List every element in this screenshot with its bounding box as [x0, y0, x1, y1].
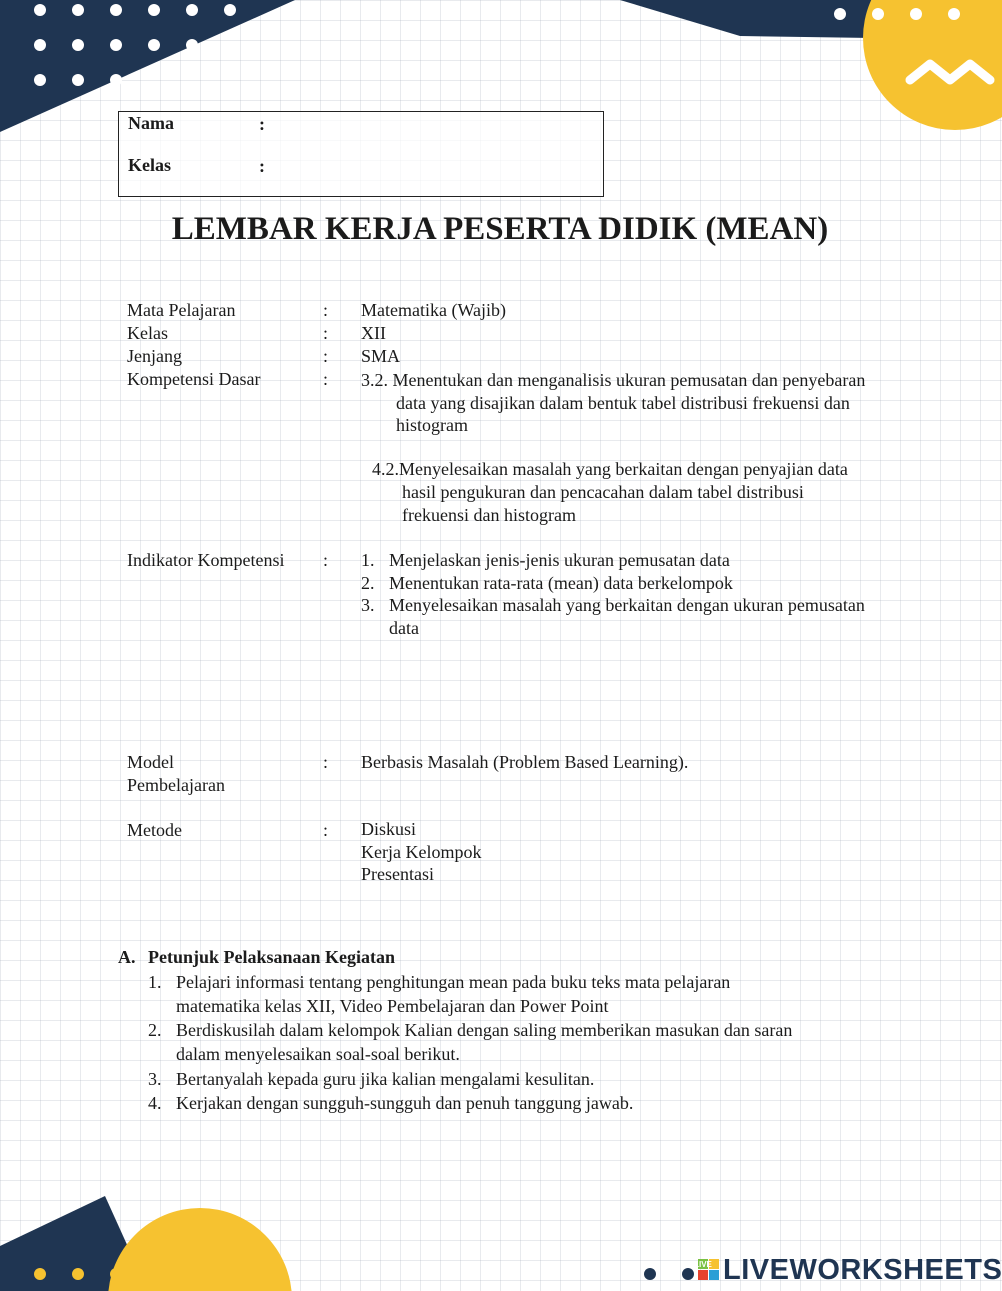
- model-value: Berbasis Masalah (Problem Based Learning).: [361, 752, 689, 772]
- indicator-label: Indikator Kompetensi: [127, 550, 285, 570]
- class-info-colon: :: [323, 323, 329, 343]
- subject-label: Mata Pelajaran: [127, 300, 236, 320]
- class-info-value: XII: [361, 323, 386, 343]
- instruction-text: Pelajari informasi tentang penghitungan mean pada buku teks mata pelajaran: [176, 972, 731, 992]
- identity-box: [118, 111, 604, 197]
- bottom-left-yellow-circle: [108, 1208, 292, 1291]
- method-item: Kerja Kelompok: [361, 842, 482, 862]
- method-item: Diskusi: [361, 819, 417, 839]
- kd1-line1: 3.2. Menentukan dan menganalisis ukuran pemusatan dan penyebaran: [361, 370, 866, 390]
- kd-colon: :: [323, 369, 329, 389]
- instruction-text: Bertanyalah kepada guru jika kalian mengalami kesulitan.: [176, 1069, 595, 1089]
- indicator-colon: :: [323, 550, 329, 570]
- page-title: LEMBAR KERJA PESERTA DIDIK (MEAN): [171, 211, 829, 247]
- liveworksheets-brand: LIVEWORKSHEETS: [723, 1254, 1002, 1286]
- indicator-text: Menyelesaikan masalah yang berkaitan dengan ukuran pemusatan: [389, 595, 865, 615]
- method-label: Metode: [127, 820, 182, 840]
- method-item: Presentasi: [361, 864, 434, 884]
- model-label: Model: [127, 752, 174, 772]
- instruction-number: 3.: [148, 1069, 162, 1089]
- class-info-label: Kelas: [127, 323, 168, 343]
- instruction-text-continued: matematika kelas XII, Video Pembelajaran dan Power Point: [176, 996, 609, 1016]
- instruction-text: Berdiskusilah dalam kelompok Kalian dengan saling memberikan masukan dan saran: [176, 1020, 793, 1040]
- name-label: Nama: [128, 113, 174, 133]
- instruction-number: 4.: [148, 1093, 162, 1113]
- indicator-number: 1.: [361, 550, 375, 570]
- instruction-text-continued: dalam menyelesaikan soal-soal berikut.: [176, 1044, 460, 1064]
- indicator-number: 2.: [361, 573, 375, 593]
- subject-value: Matematika (Wajib): [361, 300, 506, 320]
- kd1-line3: histogram: [396, 415, 468, 435]
- method-colon: :: [323, 820, 329, 840]
- kd2-line1: 4.2.Menyelesaikan masalah yang berkaitan dengan penyajian data: [372, 459, 848, 479]
- instruction-text: Kerjakan dengan sungguh-sungguh dan penuh tanggung jawab.: [176, 1093, 634, 1113]
- indicator-text: Menjelaskan jenis-jenis ukuran pemusatan data: [389, 550, 730, 570]
- indicator-text: Menentukan rata-rata (mean) data berkelompok: [389, 573, 733, 593]
- level-colon: :: [323, 346, 329, 366]
- instruction-number: 2.: [148, 1020, 162, 1040]
- name-colon: :: [259, 114, 265, 134]
- instruction-number: 1.: [148, 972, 162, 992]
- class-colon: :: [259, 156, 265, 176]
- subject-colon: :: [323, 300, 329, 320]
- model-label-continued: Pembelajaran: [127, 775, 225, 795]
- kd1-line2: data yang disajikan dalam bentuk tabel distribusi frekuensi dan: [396, 393, 850, 413]
- liveworksheets-logo-icon: [696, 1253, 722, 1289]
- level-label: Jenjang: [127, 346, 182, 366]
- logo-letter: LIVE: [694, 1260, 712, 1269]
- indicator-text-continued: data: [389, 618, 419, 638]
- indicator-number: 3.: [361, 595, 375, 615]
- kd2-line2: hasil pengukuran dan pencacahan dalam tabel distribusi: [402, 482, 804, 502]
- section-a-heading: Petunjuk Pelaksanaan Kegiatan: [148, 947, 396, 967]
- section-a-letter: A.: [118, 947, 136, 967]
- kd2-line3: frekuensi dan histogram: [402, 505, 576, 525]
- class-label: Kelas: [128, 155, 171, 175]
- level-value: SMA: [361, 346, 401, 366]
- kd-label: Kompetensi Dasar: [127, 369, 261, 389]
- model-colon: :: [323, 752, 329, 772]
- bottom-right-dots: [644, 1268, 694, 1280]
